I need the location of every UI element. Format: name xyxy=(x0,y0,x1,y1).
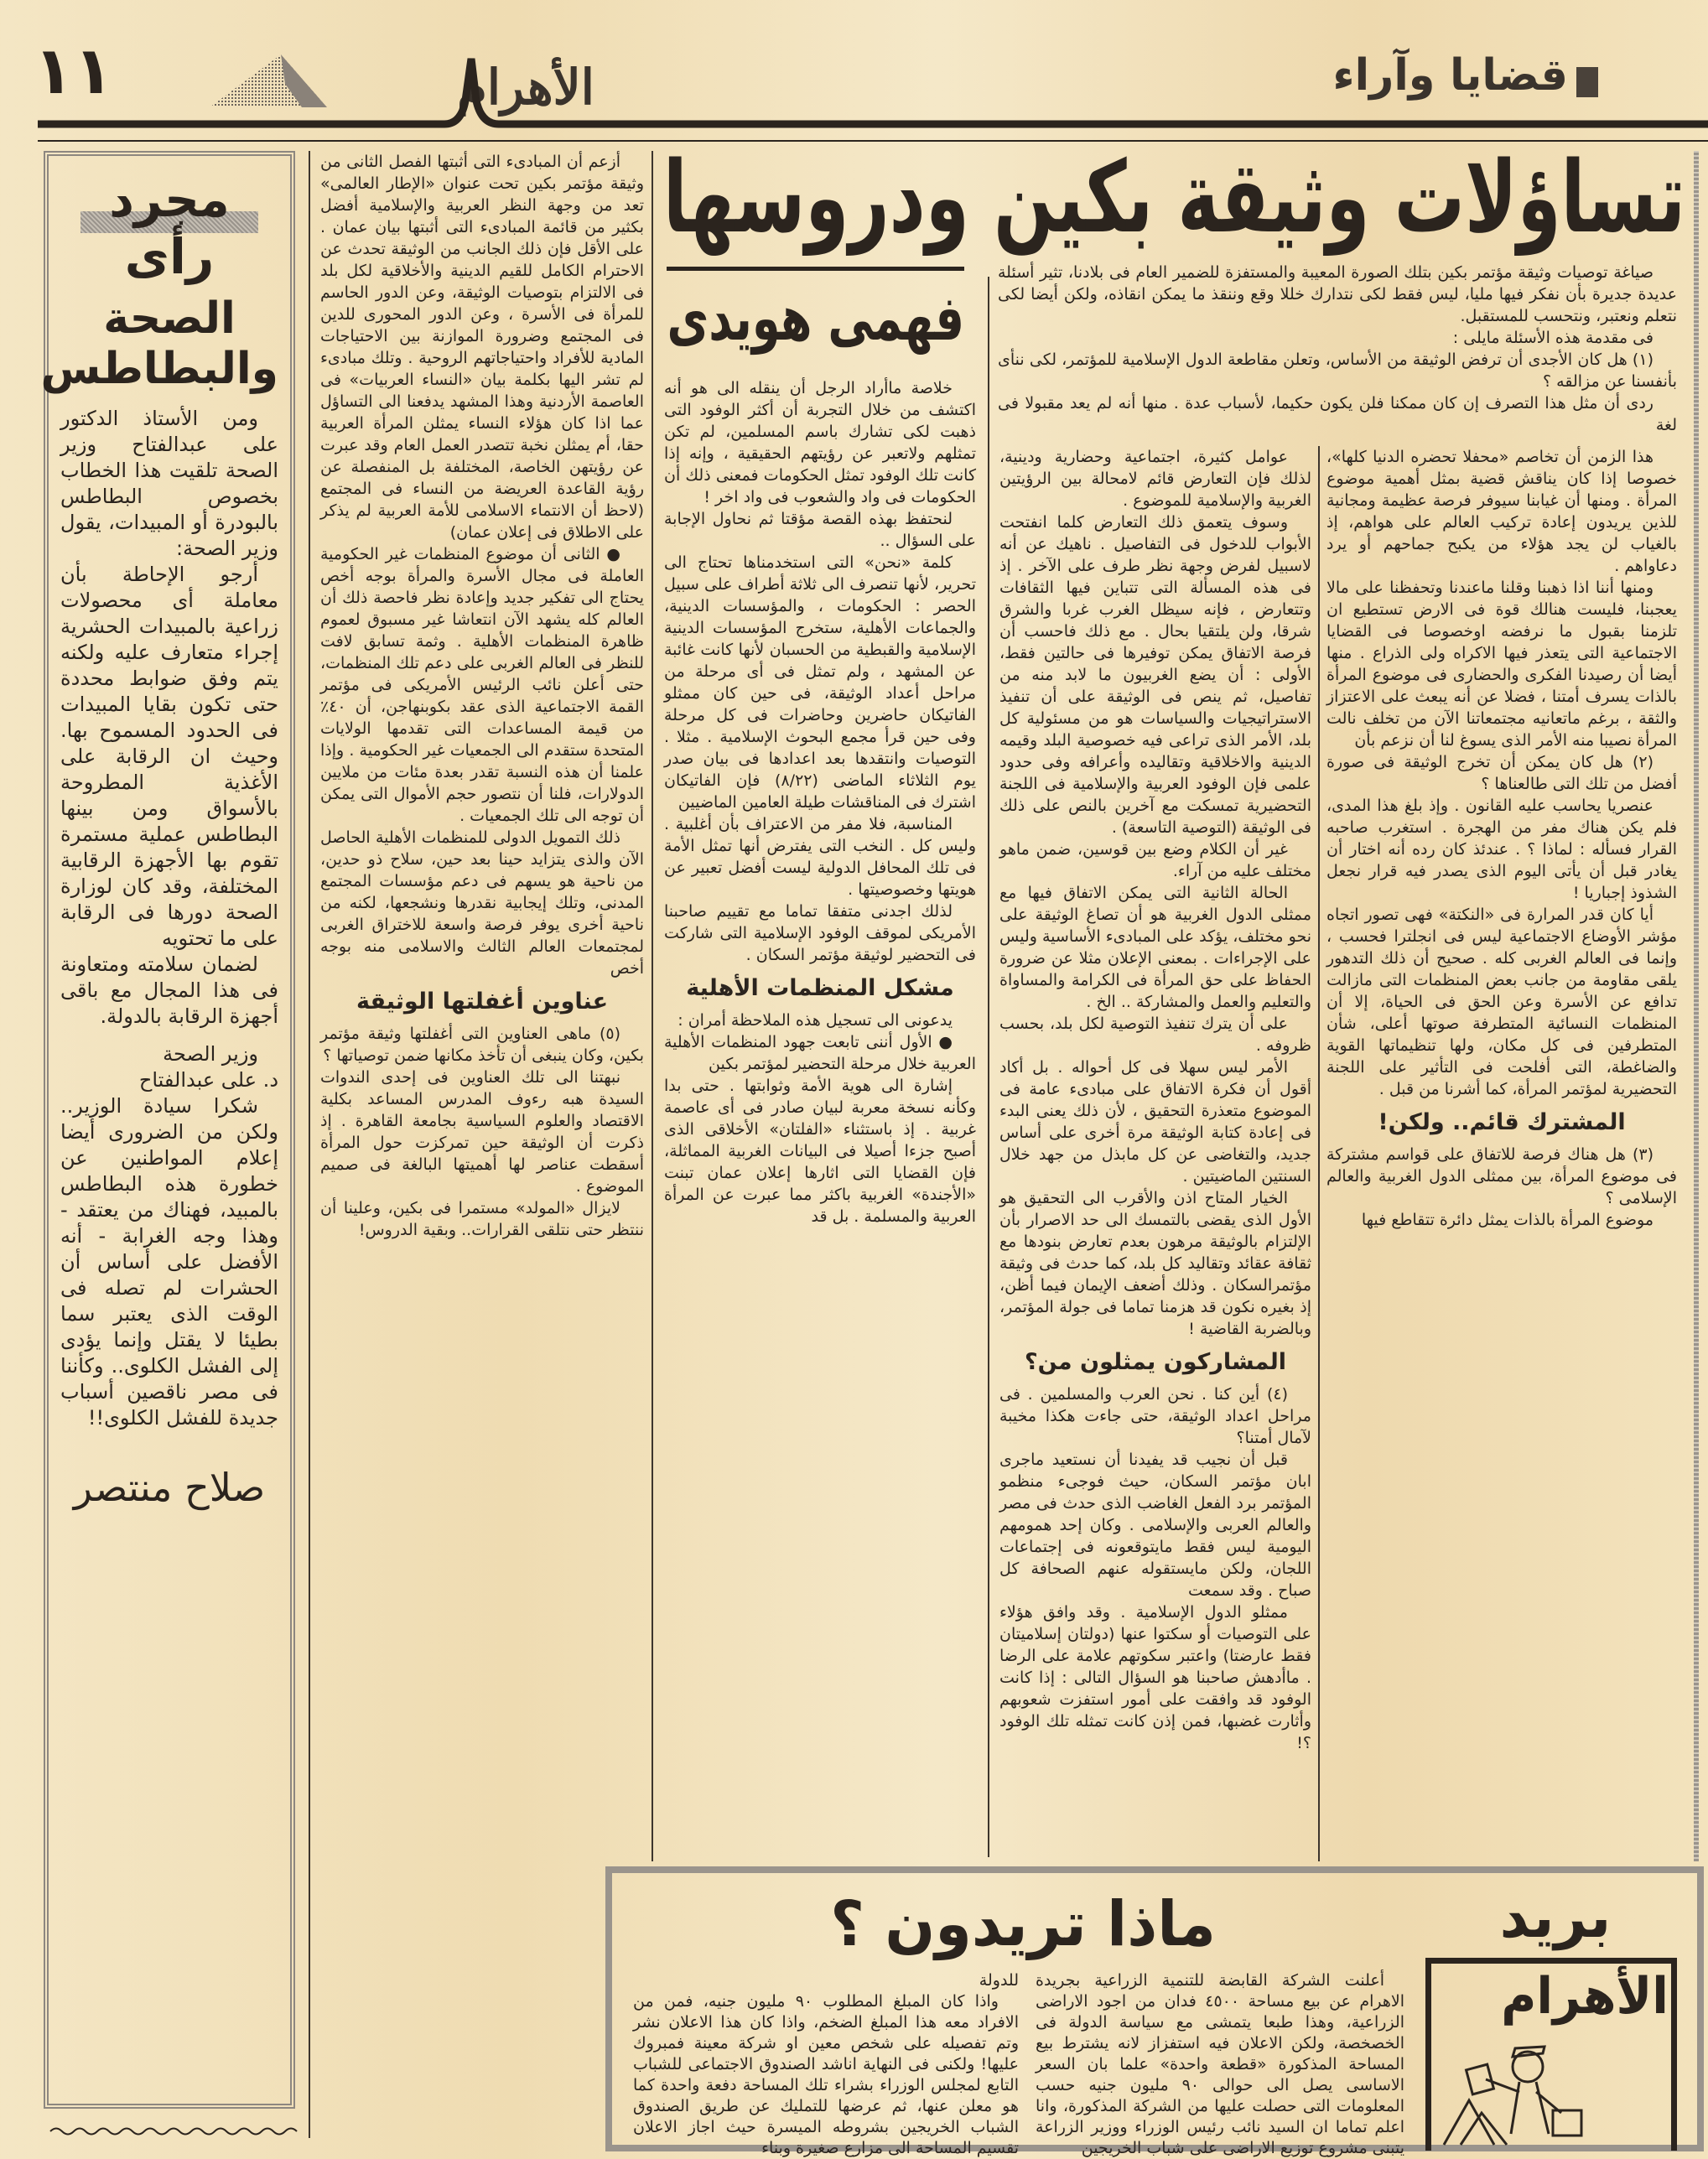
article-paragraph: لنحتفظ بهذه القصة مؤقتا ثم نحاول الإجابة على السؤال .. xyxy=(664,510,976,550)
article-paragraph: قبل أن نجيب قد يفيدنا أن نستعيد ماجرى ابان مؤتمر السكان، حيث فوجىء منظمو المؤتمر برد الفعل الغاضب الذى حدث فى مصر والعالم العربى والإسلامى . وكان إحد همومهم اليومية ليس فقط مايتوقعونه فى إجتماعات اللجان، ولكن مايستقوله عنهم الصحافة كل صباح . وقد سمعت xyxy=(999,1451,1311,1600)
opinion-box xyxy=(40,151,295,2109)
article-paragraph: خلاصة ماأراد الرجل أن ينقله الى هو أنه اكتشف من خلال التجربة أن أكثر الوفود التى ذهبت لكى تشارك باسم المسلمين، لم تكن تمثلهم ولاتعبر عن رؤيتهم الحقيقية ، وإنه إذا كانت تلك الوفود تمثل الحكومات فمعنى ذلك أن الحكومات فى واد والشعوب فى واد اخر ! xyxy=(664,379,976,506)
article-paragraph: ممثلو الدول الإسلامية . وقد وافق هؤلاء على التوصيات أو سكتوا عنها (دولتان إسلاميتان فقط عارضتا) واعتبر سكوتهم علامة على الرضا . ماأدهش صاحبنا هو السؤال التالى : إذا كانت الوفود قد وافقت على أمور استفزت شعوبهم وأثارت غضبها، فمن إذن كانت تمثله تلك الوفود ؟! xyxy=(999,1603,1311,1752)
column-divider xyxy=(988,277,989,1857)
mail-headline xyxy=(830,1887,1216,1962)
article-paragraph: كلمة «نحن» التى استخدمناها تحتاج الى تحرير، لأنها تنصرف الى ثلاثة أطراف على سبيل الحصر : الحكومات ، والمؤسسات الدينية، والجماعات الأهلية، ستخرج المؤسسات الدينية الإسلامية والقبطية من الحسبان لأنها كانت غائبة عن المشهد ، ولم تمثل فى أى مرحلة من مراحل أعداد الوثيقة، فى حين كان ممثلو الفاتيكان حاضرين وحاضرات فى كل مرحلة وفى حين قرأ مجمع البحوث الإسلامية . مثلا . التوصيات وانتقدها بعد اعدادها فى بيان صدر يوم الثلاثاء الماضى (٨/٢٢) فإن الفاتيكان اشترك فى المناقشات طيلة العامين الماضيين xyxy=(664,553,976,812)
article-subheading: المشترك قائم.. ولكن! xyxy=(1378,1109,1626,1135)
article-paragraph: لذلك اجدنى متفقا تماما مع تقييم صاحبنا الأمريكى لموقف الوفود الإسلامية التى شاركت فى التحضير لوثيقة مؤتمر السكان . xyxy=(664,902,976,964)
article-column-4 xyxy=(320,151,644,2138)
opinion-paragraph: ومن الأستاذ الدكتور على عبدالفتاح وزير الصحة تلقيت هذا الخطاب بخصوص البطاطس بالبودرة أو المبيدات، يقول وزير الصحة: xyxy=(60,407,278,560)
mail-column-1 xyxy=(1036,1970,1405,2157)
letter-signoff-title: وزير الصحة xyxy=(163,1042,258,1066)
article-headline xyxy=(662,139,1685,255)
column-divider xyxy=(309,151,310,2138)
article-paragraph: عنصريا يحاسب عليه القانون . وإذ بلغ هذا المدى، فلم يكن هناك مفر من الهجرة . استغرب صاحبه القرار فسأله : لماذا ؟ . عندئذ كان رده أنه اختار أن يغادر قبل أن يأتى اليوم الذى يصدر فيه قرار نجعل الشذوذ إجباريا ! xyxy=(1326,797,1677,902)
intro-paragraph: (١) هل كان الأجدى أن ترفض الوثيقة من الأساس، وتعلن مقاطعة الدول الإسلامية للمؤتمر، لكى ننأى بأنفسنا عن مزالقه ؟ xyxy=(998,350,1677,391)
article-subheading: المشاركون يمثلون من؟ xyxy=(1024,1349,1287,1375)
mail-paragraph: أعلنت الشركة القابضة للتنمية الزراعية بجريدة الاهرام عن بيع مساحة ٤٥٠٠ فدان من اجود الاراضى الزراعية، وهذا طبعا يتمشى مع سياسة الدولة فى الخصخصة، ولكن الاعلان فيه استفزاز لانه يشترط بيع المساحة المذكورة «قطعة واحدة» علما بان السعر الاساسى يصل الى حوالى ٩٠ مليون جنيه حسب المعلومات التى حصلت عليها من الشركة المذكورة، وانا اعلم تماما ان السيد نائب رئيس الوزراء ووزير الزراعة يتبنى مشروع توزيع الاراضى على شباب الخريجين xyxy=(1036,1971,1405,2157)
section-title xyxy=(1333,50,1568,102)
article-author-text: فهمى هويدى xyxy=(667,283,964,355)
mail-section-title-logo xyxy=(1501,1966,1669,2027)
article-paragraph: (٤) أين كنا . نحن العرب والمسلمين . فى مراحل اعداد الوثيقة، حتى جاءت هكذا مخيبة لآمال أمتنا؟ xyxy=(999,1385,1311,1447)
page-edge-frame xyxy=(1694,151,1699,1861)
opinion-box-body xyxy=(60,406,278,1431)
article-paragraph: غير أن الكلام وضع بين قوسين، ضمن ماهو مختلف عليه من آراء. xyxy=(999,840,1311,880)
article-paragraph: عوامل كثيرة، اجتماعية وحضارية ودينية، لذلك فإن التعارض قائم لامحالة بين الرؤيتين الغربية والإسلامية للموضوع . xyxy=(999,448,1311,510)
opinion-paragraph: أرجو الإحاطة بأن معاملة أى محصولات زراعية بالمبيدات الحشرية إجراء متعارف عليه ولكنه يتم وفق ضوابط محددة حتى تكون بقايا المبيدات فى الحدود المسموح بها. وحيث ان الرقابة على الأغذية المطروحة بالأسواق ومن بينها البطاطس عملية مستمرة تقوم بها الأجهزة الرقابية المختلفة، وقد كان لوزارة الصحة دورها فى الرقابة على ما تحتويه xyxy=(60,563,278,950)
column-divider xyxy=(652,151,653,1861)
opinion-paragraph: شكرا سيادة الوزير.. ولكن من الضرورى أيضا إعلام المواطنين عن خطورة هذه البطاطس بالمبيد، فهناك من يعتقد - وهذا وجه الغرابة - أنه الأفضل على أساس أن الحشرات لم تصله فى الوقت الذى يعتبر سما بطيئا لا يقتل وإنما يؤدى إلى الفشل الكلوى.. وكأننا فى مصر ناقصين أسباب جديدة للفشل الكلوى!! xyxy=(60,1094,278,1430)
article-column-2 xyxy=(999,446,1311,1861)
article-paragraph: (٥) ماهى العناوين التى أغفلتها وثيقة مؤتمر بكين، وكان ينبغى أن تأخذ مكانها ضمن توصياتها ؟ xyxy=(320,1025,644,1065)
wavy-divider xyxy=(50,2125,302,2137)
article-paragraph: أزعم أن المبادىء التى أثبتها الفصل الثانى من وثيقة مؤتمر بكين تحت عنوان «الإطار العالمى» تعد من وجهة النظر العربية والإسلامية أفضل بكثير من قائمة المبادىء التى أثبتها بيان عمان . على الأقل فإن ذلك الجانب من الوثيقة تحدث عن الاحترام الكامل للقيم الدينية والأخلاقية لكل بلد فى الالتزام بتوصيات الوثيقة، وعن الدور الحاسم للمرأة فى الأسرة ، وعن الدور المحورى للدين فى المجتمع وضرورة الموازنة بين الاحتياجات المادية للأفراد واحتياجاتهم الروحية . وتلك مبادىء لم تشر اليها بكلمة بيان «النساء العربيات» فى العاصمة الأردنية وهذا المشهد يدفعنا الى التساؤل عما اذا كان هؤلاء النساء يمثلن المرأة العربية حقا، أم يمثلن نخبة تتصدر العمل العام وقد عبرت عن رؤيتهن الخاصة، المختلفة بل المنفصلة عن رؤية القاعدة العريضة من النساء فى المجتمع (لاحظ أن الانتماء الاسلامى للأمة العربية لم يذكر على الاطلاق فى إعلان عمان) xyxy=(320,153,644,542)
intro-paragraph: صياغة توصيات وثيقة مؤتمر بكين بتلك الصورة المعيبة والمستفزة للضمير العام فى بلادنا، تثير أسئلة عديدة جديرة بأن نفكر فيها مليا، ليس فقط لكى نتدارك خللا وقع وننقذ ما يمكن انقاذه، ولكن أيضا لكى نتعلم ونعتبر، ونتحسب للمستقبل. xyxy=(998,263,1677,325)
mail-column-2 xyxy=(633,1970,1019,2157)
article-paragraph: هذا الزمن أن تخاصم «محفلا تحضره الدنيا كلها»، خصوصا إذا كان يناقش قضية بمثل أهمية موضوع المرأة . ومنها أن غيابنا سيوفر فرصة عظيمة ومجانية للذين يريدون إعادة تركيب العالم على هواهم، إذ بالغياب لن يجد هؤلاء من يكبح جماحهم أو يرد دعاواهم . xyxy=(1326,448,1677,575)
article-paragraph: (٢) هل كان يمكن أن تخرج الوثيقة فى صورة أفضل من تلك التى طالعناها ؟ xyxy=(1326,753,1677,793)
article-paragraph: وسوف يتعمق ذلك التعارض كلما انفتحت الأبواب للدخول فى التفاصيل . ناهيك عن أنه لاسبيل لفرض وجهة نظر طرف على الآخر . إذ فى هذه المسألة التى تتباين فيها الثقافات وتتعارض ، فإنه سيظل الغرب غربا والشرق شرقا، ولن يلتقيا بحال . مع ذلك فاحسب أن فرصة الاتفاق يمكن توفيرها فى حالتين فقط، الأولى : أن يضع الغربيون ما لابد منه من تفاصيل، ثم ينص فى الوثيقة على أن تنفيذ الاستراتيجيات والسياسات هو من مسئولية كل بلد، الأمر الذى تراعى فيه خصوصية البلد وقيمه الدينية والاخلاقية وتقاليده وأعرافه وفى حدود علمى فإن الوفود العربية والإسلامية فى اللجنة التحضيرية تمسكت مع آخرين بالنص على ذلك فى الوثيقة (التوصية التاسعة) . xyxy=(999,513,1311,837)
article-paragraph: موضوع المرأة بالذات يمثل دائرة تتقاطع فيها xyxy=(1361,1211,1653,1229)
byline-divider xyxy=(667,267,964,271)
article-paragraph: (٣) هل هناك فرصة للاتفاق على قواسم مشتركة فى موضوع المرأة، بين ممثلى الدول الغربية والعالم الإسلامى ؟ xyxy=(1326,1145,1677,1207)
article-paragraph: أيا كان قدر المرارة فى «النكتة» فهى تصور اتجاه مؤشر الأوضاع الاجتماعية ليس فى انجلترا فحسب ، وإنما فى العالم الغربى كله . صحيح أن ذلك التدهور يلقى مقاومة من جانب بعض المنظمات التى مازالت تدافع عن الأسرة وعن الحق فى الحياة، إلا أن المنظمات النسائية المتطرفة صوتها أعلى، شأن المتطرفين فى كل مكان، ولها تنظيماتها القوية والضاغطة، التى أفلحت فى التأثير على اللجنة التحضيرية لمؤتمر المرأة، كما أشرنا من قبل . xyxy=(1326,906,1677,1098)
article-author xyxy=(667,281,964,356)
opinion-box-subtitle: الصحة والبطاطس xyxy=(40,293,278,394)
section-marker-icon xyxy=(1576,67,1598,97)
letter-signoff-name: د. على عبدالفتاح xyxy=(138,1068,278,1092)
opinion-box-title xyxy=(60,171,278,285)
article-paragraph: ومنها أننا اذا ذهبنا وقلنا ماعندنا وتحفظنا على مالا يعجبنا، فليست هنالك قوة فى الارض تستطيع ان تلزمنا بقبول ما نرفضه اوخصوصا فى القضايا الاجتماعية التى يتعذر فيها الاكراه ولى الذراع . منها أيضا أن رصيدنا الفكرى والحضارى فى موضوع المرأة بالذات يسرف أمتنا ، فضلا عن أنه يبعث على الاعتزاز والثقة ، برغم ماتعانيه مجتمعاتنا الآن من تخلف نالت المرأة نصيبا منه الأمر الذى يسوغ لنا أن نزعم بأن xyxy=(1326,579,1677,750)
mail-section-title xyxy=(1425,1885,1685,1952)
intro-paragraph: فى مقدمة هذه الأسئلة مايلى : xyxy=(1452,329,1653,347)
postman-illustration-icon xyxy=(1435,2033,1603,2146)
article-column-row xyxy=(998,446,1677,1861)
mail-paragraph: واذا كان المبلغ المطلوب ٩٠ مليون جنيه، فمن من الافراد معه هذا المبلغ الضخم، واذا كان هذا الاعلان نشر وتم تفصيله على شخص معين او شركة معينة فمبروك عليها! ولكنى فى النهاية اناشد الصندوق الاجتماعى للشباب التابع لمجلس الوزراء بشراء تلك المساحة دفعة واحدة كما هو معلن عنها، ثم عرضها للتمليك عن طريق الصندوق الشباب الخريجين بشروطه الميسرة حيث اجاز الاعلان تقسيم المساحة الى مزارع صغيرة وبناء xyxy=(633,1992,1019,2157)
article-paragraph: ● الأول أننى تابعت جهود المنظمات الأهلية العربية خلال مرحلة التحضير لمؤتمر بكين xyxy=(664,1033,976,1073)
article-paragraph: على أن يترك تنفيذ التوصية لكل بلد، بحسب ظروفه . xyxy=(999,1015,1311,1055)
page-number: ١١ xyxy=(34,34,114,109)
article-headline-text: تساؤلات وثيقة بكين ودروسها xyxy=(662,139,1685,255)
article-paragraph: يدعونى الى تسجيل هذه الملاحظة أمران : xyxy=(677,1011,953,1030)
newspaper-logo: الأهرام xyxy=(457,59,594,116)
article-paragraph: الأمر ليس سهلا فى كل أحواله . بل أكاد أقول أن فكرة الاتفاق على مبادىء عامة فى الموضوع متعذرة التحقيق ، لأن ذلك يعنى البدء فى إعادة كتابة الوثيقة مرة أخرى على أساس جديد، والتغاضى عن كل مابذل من جهد خلال السنتين الماضيتين . xyxy=(999,1058,1311,1186)
article-paragraph: لايزال «المولد» مستمرا فى بكين، وعلينا أن ننتظر حتى نتلقى القرارات.. وبقية الدروس! xyxy=(320,1199,644,1239)
article-right-block xyxy=(998,262,1677,1861)
article-subheading: عناوين أغفلتها الوثيقة xyxy=(356,989,609,1015)
intro-paragraph: ردى أن مثل هذا التصرف إن كان ممكنا فلن يكون حكيما، لأسباب عدة . منها أنه لم يعد مقبولا فى لغة xyxy=(998,394,1677,434)
section-title-text: قضايا وآراء xyxy=(1332,50,1568,101)
article-paragraph: نبهتنا الى تلك العناوين فى إحدى الندوات السيدة هبه رءوف المدرس المساعد بكلية الاقتصاد والعلوم السياسية بجامعة القاهرة . إذ ذكرت أن الوثيقة حين تمركزت حول المرأة أسقطت عناصر لها أهميتها البالغة فى صميم الموضوع . xyxy=(320,1068,644,1196)
article-column-3 xyxy=(664,377,976,1861)
opinion-paragraph: لضمان سلامته ومتعاونة فى هذا المجال مع باقى أجهزة الرقابة بالدولة. xyxy=(60,952,278,1028)
article-paragraph: الخيار المتاح اذن والأقرب الى التحقيق هو الأول الذى يقضى بالتمسك الى حد الاصرار بأن الإلتزام بالوثيقة مرهون بعدم تعارض بنودها مع ثقافة عقائد وتقاليد كل بلد، كما حدث فى وثيقة مؤتمرالسكان . وذلك أضعف الإيمان فيما أظن، إذ بغيره نكون قد هزمنا تماما فى جولة المؤتمر، وبالضربة القاضية ! xyxy=(999,1189,1311,1338)
mail-headline-text: ماذا تريدون ؟ xyxy=(830,1888,1216,1960)
article-subheading: مشكل المنظمات الأهلية xyxy=(686,975,954,1001)
mail-paragraph: للدولة xyxy=(979,1971,1019,1990)
opinion-signature: صلاح منتصر xyxy=(73,1465,266,1510)
article-paragraph: الحالة الثانية التى يمكن الاتفاق فيها مع ممثلى الدول الغربية هو أن تصاغ الوثيقة على نحو مختلف، يؤكد على المبادىء الأساسية وليس على الإجراءات . بمعنى الإعلان مثلا عن ضرورة الحفاظ على حق المرأة فى الكرامة والمساواة والتعليم والعمل والمشاركة .. الخ . xyxy=(999,884,1311,1011)
article-paragraph: إشارة الى هوية الأمة وثوابتها . حتى بدا وكأنه نسخة معربة لبيان صادر فى أى عاصمة غربية . إذ باستثناء «الفلتان» الأخلاقى الذى أصبح جزءا أصيلا فى البيانات الغربية المماثلة، فإن القضايا التى اثارها إعلان عمان تبنت «الأجندة» الغربية باكثر مما عبرت عن المرأة العربية والمسلمة . بل قد xyxy=(664,1077,976,1226)
article-paragraph: ● الثانى أن موضوع المنظمات غير الحكومية العاملة فى مجال الأسرة والمرأة بوجه أخص يحتاج الى تفكير جديد وإعادة نظر فاحصة ذلك أن العالم كله يشهد الآن انتعاشا غير مسبوق لعموم ظاهرة المنظمات الأهلية . وثمة تسابق لافت للنظر فى العالم الغربى على دعم تلك المنظمات، حتى أعلن نائب الرئيس الأمريكى فى مؤتمر القمة الاجتماعية الذى عقد بكوبنهاجن، أن ٤٠٪ من قيمة المساعدات التى تقدمها الولايات المتحدة ستقدم الى الجمعيات غير الحكومية . وإذا علمنا أن هذه النسبة تقدر بعدة مئات من ملايين الدولارات، فلنا أن نتصور حجم الأموال التى يمكن أن توجه الى تلك الجمعيات . xyxy=(320,545,644,825)
mail-section-title-text: بريد xyxy=(1499,1885,1612,1951)
column-divider xyxy=(1318,446,1320,1861)
article-column-1 xyxy=(1326,446,1677,1861)
opinion-box-title-text: مجرد رأى xyxy=(109,171,230,285)
article-intro xyxy=(998,262,1677,436)
article-paragraph: المناسبة، فلا مفر من الاعتراف بأن أغلبية . وليس كل . النخب التى يفترض أنها تمثل الأمة فى تلك المحافل الدولية ليست أفضل تعبير عن هويتها وخصوصيتها . xyxy=(664,815,976,899)
mail-section-title-logo-text: الأهرام xyxy=(1501,1967,1669,2026)
article-paragraph: ذلك التمويل الدولى للمنظمات الأهلية الحاصل الآن والذى يتزايد حينا بعد حين، سلاح ذو حدين، من ناحية هو يسهم فى دعم مؤسسات المجتمع المدنى، وتلك إيجابية نقدرها ونشجعها، لكنه من ناحية أخرى يوفر فرصة واسعة للاختراق الغربى لمجتمعات العالم الثالث والاسلامى منه بوجه أخص xyxy=(320,828,644,978)
